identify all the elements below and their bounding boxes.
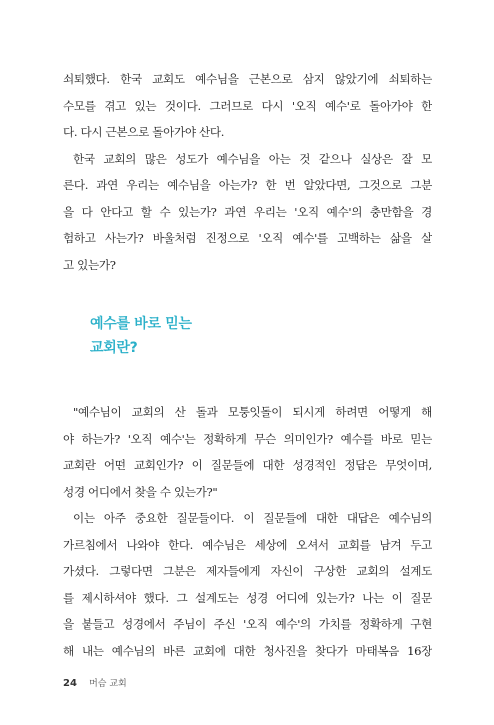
text-line: 다. 다시 근본으로 돌아가야 산다.	[63, 125, 225, 139]
page-number: 24	[63, 678, 77, 689]
text-line: 교회란 어떤 교회인가? 이 질문들에 대한 성경적인 정답은 무엇이며,	[63, 458, 432, 472]
text-line: 을 다 안다고 할 수 있는가? 과연 우리는 '오직 예수'의 충만함을 경	[63, 204, 432, 219]
text-line: 가르침에서 나와야 한다. 예수님은 세상에 오셔서 교회를 남겨 두고	[63, 537, 432, 552]
text-line: 해 내는 예수님의 바른 교회에 대한 청사진을 찾다가 마태복음 16장	[63, 643, 432, 658]
running-title: 머슴 교회	[89, 679, 127, 689]
text-line: 른다. 과연 우리는 예수님을 아는가? 한 번 알았다면, 그것으로 그분	[63, 178, 432, 192]
text-line: 이는 아주 중요한 질문들이다. 이 질문들에 대한 대답은 예수님의	[73, 511, 432, 525]
section-heading	[90, 312, 192, 360]
text-line: 가셨다. 그렇다면 그분은 제자들에게 자신이 구상한 교회의 설계도	[63, 564, 432, 578]
text-line: 수모를 겪고 있는 것이다. 그러므로 다시 '오직 예수'로 돌아가야 한	[63, 98, 432, 113]
section-heading-line-2: 교회란?	[90, 340, 138, 356]
body-text-section-2	[63, 399, 432, 664]
body-text-section-1	[63, 66, 432, 278]
text-line: 야 하는가? '오직 예수'는 정확하게 무슨 의미인가? 예수를 바로 믿는	[63, 431, 432, 446]
text-line: 쇠퇴했다. 한국 교회도 예수님을 근본으로 삼지 않았기에 쇠퇴하는	[63, 72, 432, 86]
text-line: 성경 어디에서 찾을 수 있는가?"	[63, 484, 218, 499]
text-line: 을 붙들고 성경에서 주님이 주신 '오직 예수'의 가치를 정확하게 구현	[63, 617, 432, 631]
text-line: 험하고 사는가? 바울처럼 진정으로 '오직 예수'를 고백하는 삶을 살	[63, 231, 432, 245]
text-line: 를 제시하셔야 했다. 그 설계도는 성경 어디에 있는가? 나는 이 질문	[63, 590, 432, 605]
section-heading-line-1: 예수를 바로 믿는	[90, 316, 192, 332]
text-line: 한국 교회의 많은 성도가 예수님을 아는 것 같으나 실상은 잘 모	[73, 151, 432, 166]
text-line: 고 있는가?	[63, 257, 116, 272]
page-footer	[63, 676, 127, 689]
text-line: "예수님이 교회의 산 돌과 모퉁잇돌이 되시게 하려면 어떻게 해	[73, 405, 432, 419]
